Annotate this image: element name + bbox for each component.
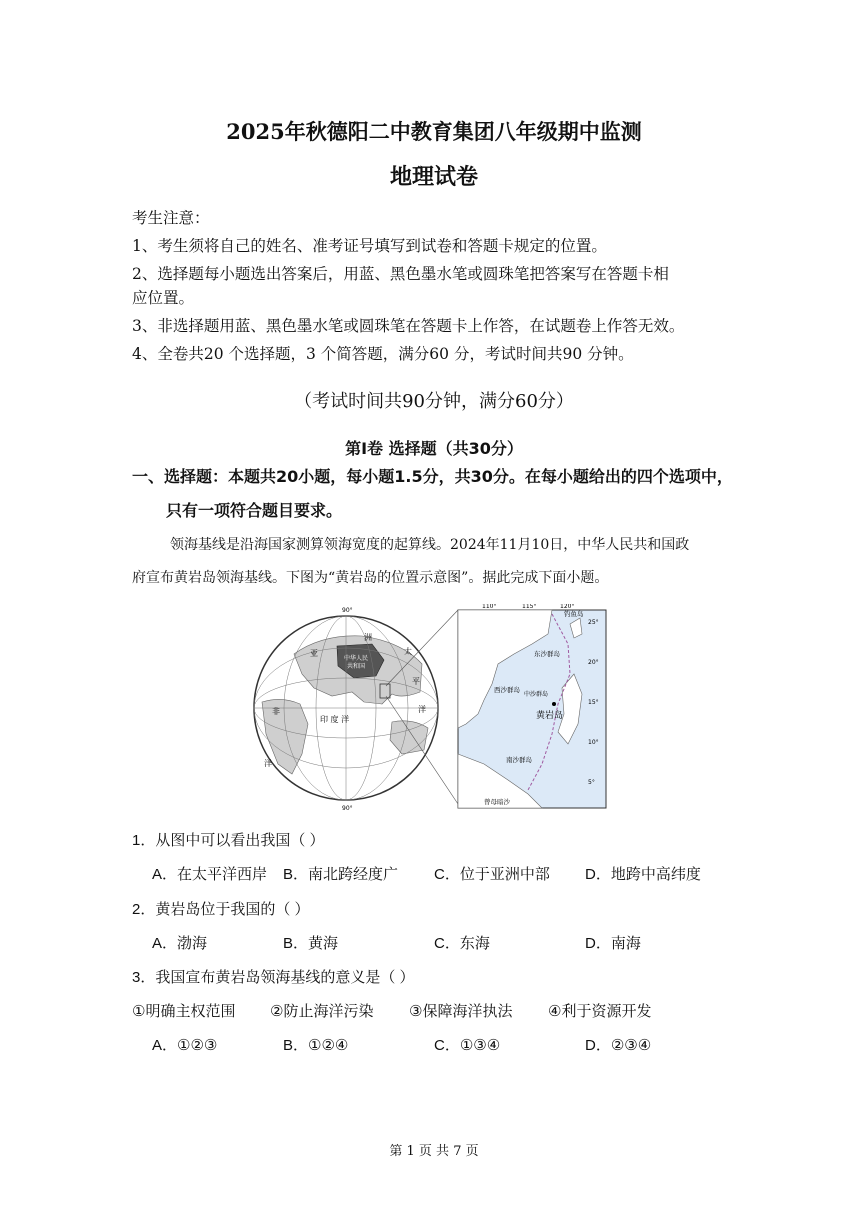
huangyan-location-map xyxy=(252,604,612,812)
question-option: B．南北跨经度广 xyxy=(283,866,399,883)
south-china-sea-inset xyxy=(458,604,606,808)
page-footer: 第 1 页 共 7 页 xyxy=(389,1144,479,1159)
question-option: C．①③④ xyxy=(434,1037,501,1054)
inset-place-label: 南沙群岛 xyxy=(506,756,532,764)
section-instruction: 只有一项符合题目要求。 xyxy=(166,501,343,520)
inset-lon-label: 110° xyxy=(482,604,497,610)
globe-label: 太 xyxy=(404,647,412,656)
inset-place-label: 东沙群岛 xyxy=(534,650,560,658)
question-option: A．①②③ xyxy=(152,1037,218,1054)
notice-heading: 考生注意： xyxy=(132,209,210,227)
inset-lat-label: 25° xyxy=(588,619,599,626)
question-option: D．地跨中高纬度 xyxy=(585,866,701,883)
inset-place-label: 黄岩岛 xyxy=(536,711,564,721)
globe-label: 印 度 洋 xyxy=(320,715,350,724)
inset-place-label: 钓鱼岛 xyxy=(564,610,584,618)
exam-info: （考试时间共90分钟，满分60分） xyxy=(294,391,574,412)
exam-subtitle: 地理试卷 xyxy=(389,164,478,190)
globe-label: 中华人民 xyxy=(344,655,369,662)
globe-label: 亚 xyxy=(310,649,318,658)
globe-lat-label: 90° xyxy=(342,805,353,812)
globe-label: 洲 xyxy=(364,633,372,642)
question-choice: ④利于资源开发 xyxy=(548,1003,652,1020)
notice-item: 1、考生须将自己的姓名、准考证号填写到试卷和答题卡规定的位置。 xyxy=(132,237,607,255)
inset-lon-label: 120° xyxy=(560,604,575,610)
notice-item: 3、非选择题用蓝、黑色墨水笔或圆珠笔在答题卡上作答，在试题卷上作答无效。 xyxy=(132,317,685,335)
question-choice: ①明确主权范围 xyxy=(132,1003,236,1020)
passage-line: 领海基线是沿海国家测算领海宽度的起算线。2024年11月10日，中华人民共和国政 xyxy=(170,537,690,553)
globe-lat-label: 90° xyxy=(342,607,353,614)
question-option: C．东海 xyxy=(434,935,490,952)
section-instruction: 一、选择题：本题共20小题，每小题1.5分，共30分。在每小题给出的四个选项中， xyxy=(132,467,733,486)
inset-lon-label: 115° xyxy=(522,604,537,610)
question-option: A．渤海 xyxy=(152,935,208,952)
question-stem: 3．我国宣布黄岩岛领海基线的意义是（ ） xyxy=(132,969,415,986)
question-option: A．在太平洋西岸 xyxy=(152,866,268,883)
question-stem: 1．从图中可以看出我国（ ） xyxy=(132,832,325,849)
globe xyxy=(254,607,458,812)
globe-label: 共和国 xyxy=(347,663,366,670)
inset-place-label: 西沙群岛 xyxy=(494,686,520,694)
notice-item: 4、全卷共20 个选择题，3 个简答题，满分60 分，考试时间共90 分钟。 xyxy=(132,345,634,363)
question-option: D．南海 xyxy=(585,935,641,952)
globe-label: 洋 xyxy=(264,759,272,768)
question-choice: ②防止海洋污染 xyxy=(270,1003,374,1020)
globe-label: 非 xyxy=(272,707,280,716)
inset-place-label: 曾母暗沙 xyxy=(484,798,510,806)
notice-item: 2、选择题每小题选出答案后，用蓝、黑色墨水笔或圆珠笔把答案写在答题卡相 xyxy=(132,265,669,283)
inset-lat-label: 15° xyxy=(588,699,599,706)
question-option: C．位于亚洲中部 xyxy=(434,866,550,883)
inset-lat-label: 10° xyxy=(588,739,599,746)
passage-line: 府宣布黄岩岛领海基线。下图为“黄岩岛的位置示意图”。据此完成下面小题。 xyxy=(132,570,609,586)
globe-label: 平 xyxy=(412,677,420,686)
exam-title: 2025年秋德阳二中教育集团八年级期中监测 xyxy=(226,119,642,144)
question-stem: 2．黄岩岛位于我国的（ ） xyxy=(132,901,310,918)
globe-label: 洋 xyxy=(418,705,426,714)
question-option: B．①②④ xyxy=(283,1037,349,1054)
inset-lat-label: 20° xyxy=(588,659,599,666)
inset-lat-label: 5° xyxy=(588,779,595,786)
question-option: B．黄海 xyxy=(283,935,339,952)
question-choice: ③保障海洋执法 xyxy=(409,1003,513,1020)
notice-item: 应位置。 xyxy=(132,289,195,307)
section-title: 第Ⅰ卷 选择题（共30分） xyxy=(345,439,523,458)
inset-place-label: 中沙群岛 xyxy=(524,691,549,698)
question-option: D．②③④ xyxy=(585,1037,652,1054)
map-figure xyxy=(252,604,612,812)
